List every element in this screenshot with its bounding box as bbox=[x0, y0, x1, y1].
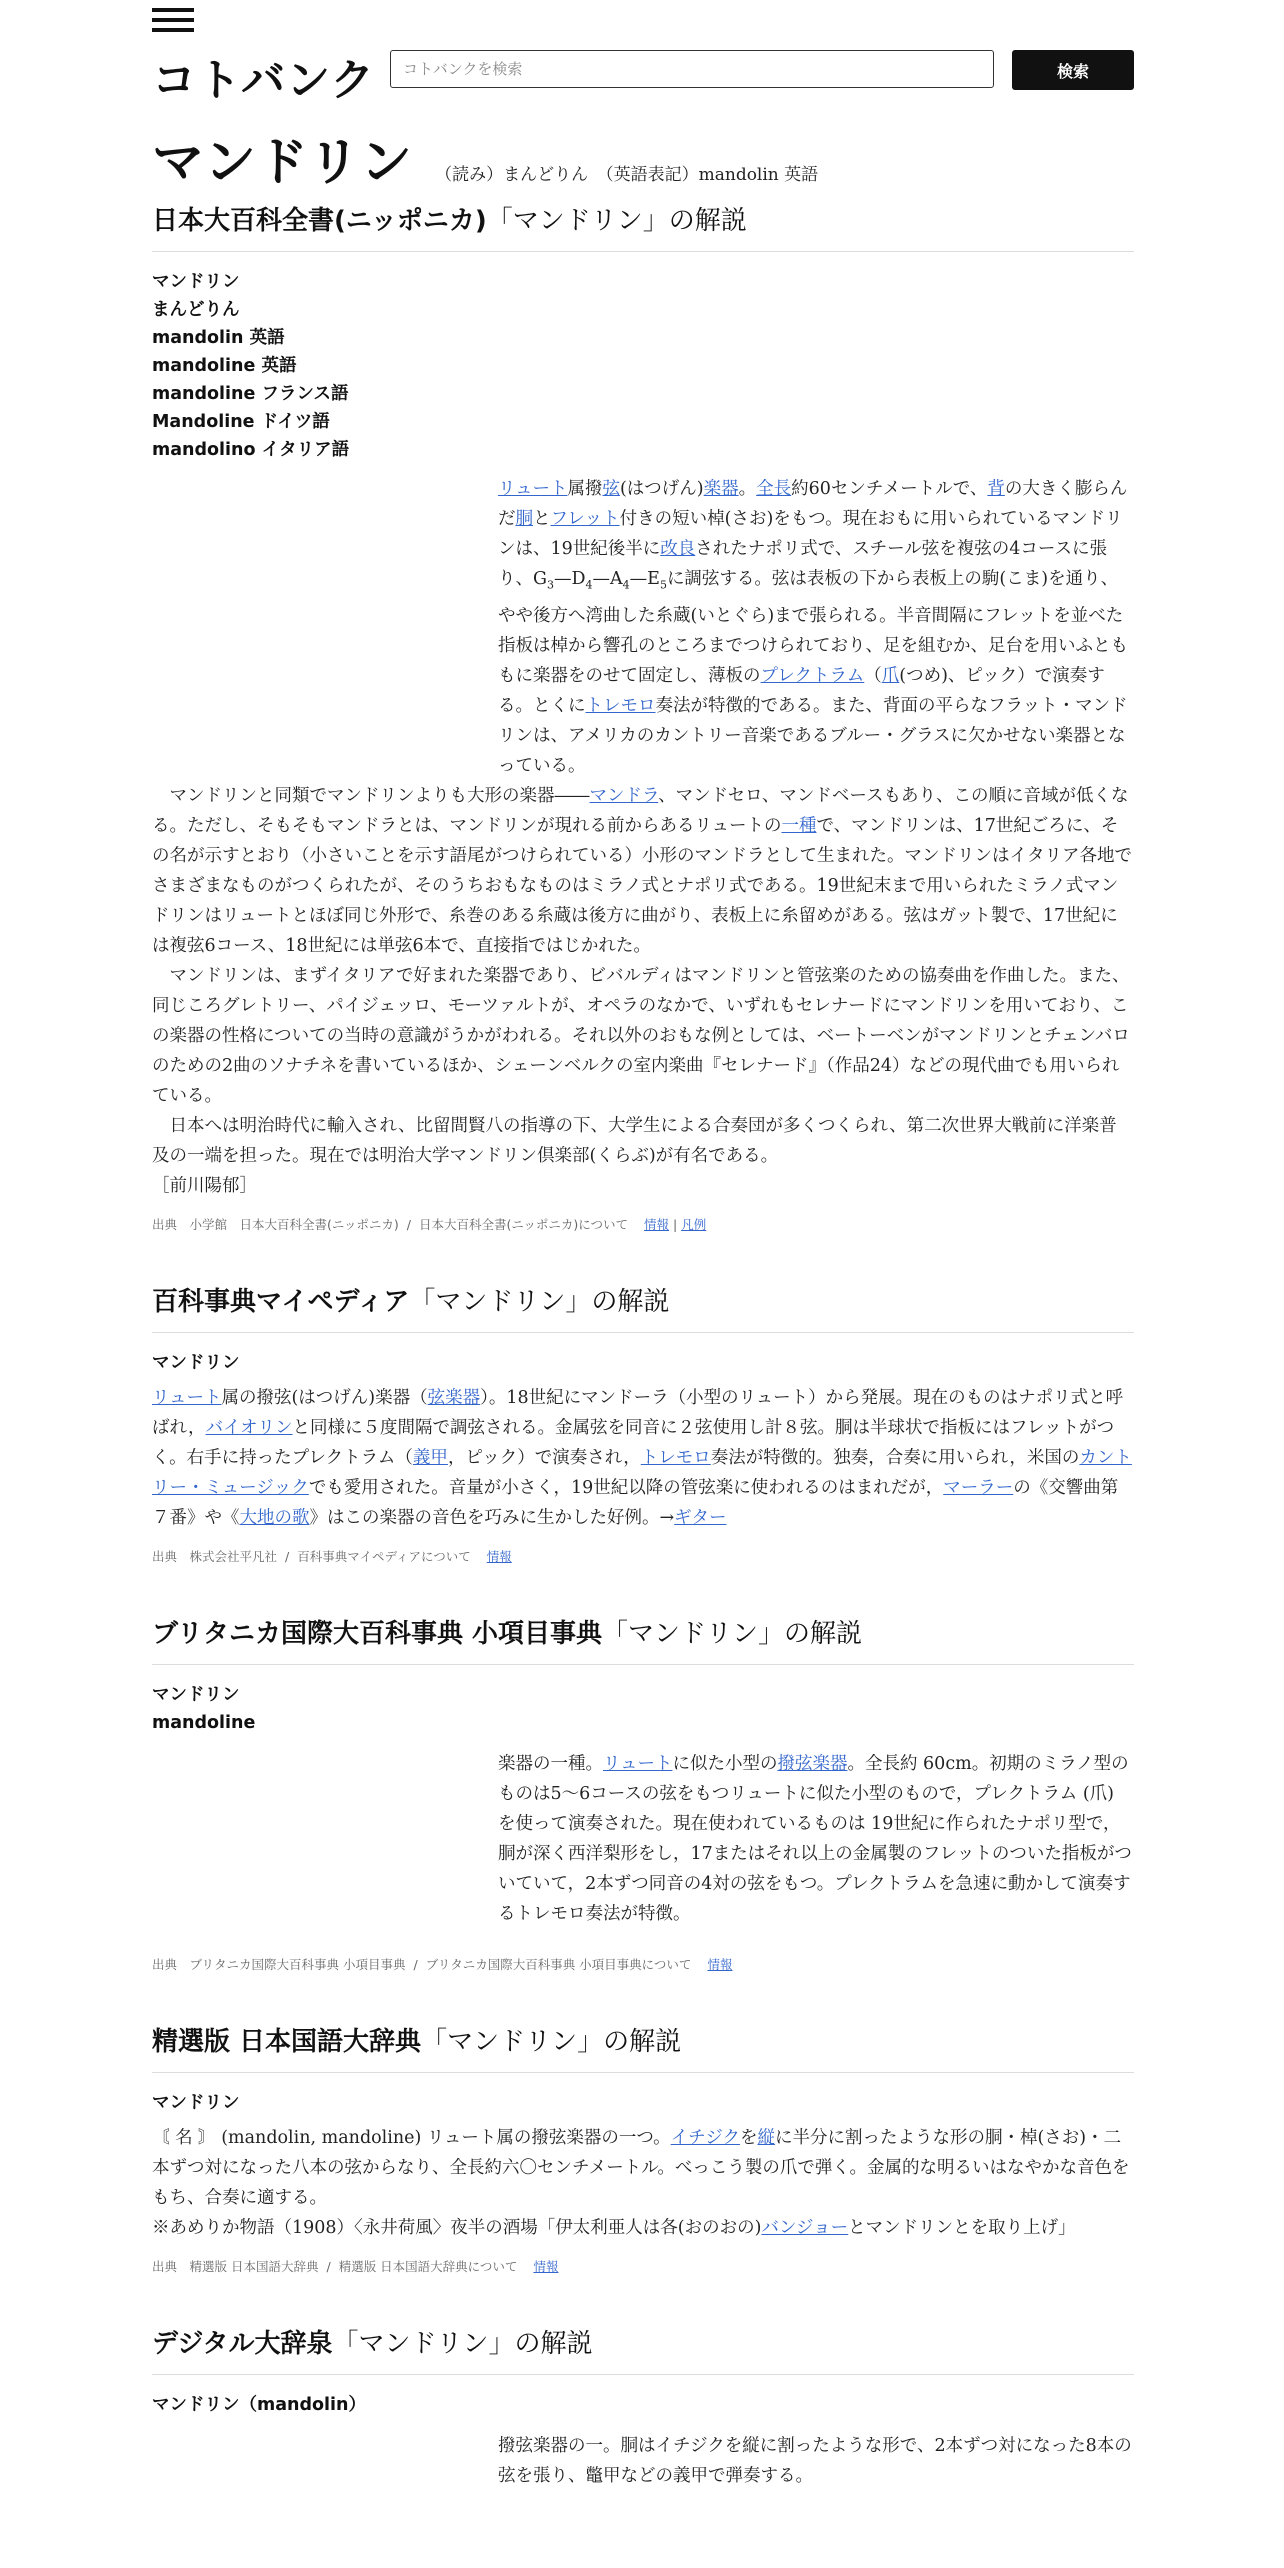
term-list: マンドリン bbox=[152, 1352, 240, 1373]
section-mypedia bbox=[152, 1281, 1134, 1565]
daijisen-paragraph: 撥弦楽器の一。胴はイチジクを縦に割ったような形で、2本ずつ対になった8本の弦を張り、鼈甲などの義甲で弾奏する。 bbox=[498, 2435, 1132, 2486]
term-list: マンドリン（mandolin） bbox=[152, 2394, 367, 2415]
link-giko[interactable]: 義甲 bbox=[412, 1447, 448, 1468]
link-tate[interactable]: 縦 bbox=[757, 2127, 775, 2148]
nipponica-paragraph-1: リュート属撥弦(はつげん)楽器。全長約60センチメートルで、背の大きく膨らんだ胴とフレット付きの短い棹(さお)をもつ。現在おもに用いられているマンドリンは、19世紀後半に改良されたナポリ式で、スチール弦を複弦の4コースに張り、$G_3—D_4—A_4—E_5$に調弦する。弦は表板の下から表板上の駒(こま)を通り、やや後方へ湾曲した糸蔵(いとぐら)まで張られる。半音間隔にフレットを並べた指板は棹から響孔のところまでつけられており、足を組むか、足台を用いふとももに楽器をのせて固定し、薄板のプレクトラム（爪(つめ)、ピック）で演奏する。とくにトレモロ奏法が特徴的である。また、背面の平らなフラット・マンドリンは、アメリカのカントリー音楽であるブルー・グラスに欠かせない楽器となっている。 bbox=[498, 479, 1128, 776]
link-banjo[interactable]: バンジョー bbox=[761, 2217, 849, 2238]
term-list: マンドリン まんどりん mandolin 英語 mandoline 英語 mandoline フランス語 Mandoline ドイツ語 mandolino イタリア語 bbox=[152, 272, 350, 460]
link-tsume[interactable]: 爪 bbox=[881, 665, 900, 686]
section-nipponica bbox=[152, 200, 1134, 1233]
link-isshu[interactable]: 一種 bbox=[781, 815, 817, 836]
term-list: マンドリン bbox=[152, 2092, 240, 2113]
link-do[interactable]: 胴 bbox=[515, 509, 533, 529]
term-list: マンドリン mandoline bbox=[152, 1684, 256, 1733]
menu-icon[interactable] bbox=[152, 8, 194, 32]
link-kairyo[interactable]: 改良 bbox=[660, 539, 696, 559]
section-heading: 百科事典マイペディア「マンドリン」の解説 bbox=[152, 1281, 1134, 1333]
section-britannica bbox=[152, 1613, 1134, 1973]
author: ［前川陽郁］ bbox=[152, 1175, 257, 1196]
link-tremolo[interactable]: トレモロ bbox=[585, 695, 656, 716]
link-gakki[interactable]: 楽器 bbox=[703, 479, 739, 499]
section-heading: 日本大百科全書(ニッポニカ)「マンドリン」の解説 bbox=[152, 200, 1134, 252]
site-logo[interactable]: コトバンク bbox=[152, 55, 376, 106]
reading-info: （読み）まんどりん （英語表記）mandolin 英語 bbox=[435, 165, 819, 185]
section-heading: デジタル大辞泉「マンドリン」の解説 bbox=[152, 2323, 1134, 2375]
link-fret[interactable]: フレット bbox=[550, 509, 620, 529]
section-heading: 精選版 日本国語大辞典「マンドリン」の解説 bbox=[152, 2021, 1134, 2073]
info-link[interactable]: 情報 bbox=[533, 2258, 559, 2274]
link-lute[interactable]: リュート bbox=[603, 1753, 673, 1774]
link-violin[interactable]: バイオリン bbox=[205, 1417, 293, 1438]
nipponica-paragraph-2: マンドリンと同類でマンドリンよりも大形の楽器――マンドラ、マンドセロ、マンドベースもあり、この順に音域が低くなる。ただし、そもそもマンドラとは、マンドリンが現れる前からあるリュートの一種で、マンドリンは、17世紀ごろに、その名が示すとおり（小さいことを示す語尾がつけられている）小形のマンドラとして生まれた。マンドリンはイタリア各地でさまざまなものがつくられたが、そのうちおもなものはミラノ式とナポリ式である。19世紀末まで用いられたミラノ式マンドリンはリュートとほぼ同じ外形で、糸巻のある糸蔵は後方に曲がり、表板上に糸留めがある。弦はガット製で、17世紀には複弦6コース、18世紀には単弦6本で、直接指ではじかれた。 マンドリンは、まずイタリアで好まれた楽器であり、ビバルディはマンドリンと管弦楽のための協奏曲を作曲した。また、同じころグレトリー、パイジェッロ、モーツァルトが、オペラのなかで、いずれもセレナードにマンドリンを用いており、この楽器の性格についての当時の意識がうかがわれる。それ以外のおもな例としては、ベートーベンがマンドリンとチェンバロのための2曲のソナチネを書いているほか、シェーンベルクの室内楽曲『セレナード』（作品24）などの現代曲でも用いられている。 日本へは明治時代に輸入され、比留間賢八の指導の下、大学生による合奏団が多くつくられ、第二次世界大戦前に洋楽普及の一端を担った。現在では明治大学マンドリン倶楽部(くらぶ)が有名である。 ［前川陽郁］ bbox=[152, 781, 1134, 1201]
link-country-music[interactable]: カントリー・ミュージック bbox=[152, 1447, 1132, 1498]
source-line: 出典 小学館 日本大百科全書(ニッポニカ) / 日本大百科全書(ニッポニカ)について 情報 | 凡例 bbox=[152, 1216, 707, 1232]
link-daichi-no-uta[interactable]: 大地の歌 bbox=[239, 1507, 310, 1528]
search-button[interactable]: 検索 bbox=[1012, 50, 1134, 90]
link-se[interactable]: 背 bbox=[987, 479, 1005, 499]
link-mandora[interactable]: マンドラ bbox=[589, 785, 659, 806]
link-gengakki[interactable]: 弦楽器 bbox=[427, 1387, 481, 1408]
link-zencho[interactable]: 全長 bbox=[756, 479, 792, 499]
britannica-paragraph: 楽器の一種。リュートに似た小型の撥弦楽器。全長約 60cm。初期のミラノ型のものは5～6コースの弦をもつリュートに似た小型のもので，プレクトラム (爪) を使って演奏された。現在使われているものは 19世紀に作られたナポリ型で，胴が深く西洋梨形をし，17またはそれ以上の金属製のフレットのついた指板がついていて，2本ずつ同音の4対の弦をもつ。プレクトラムを急速に動かして演奏するトレモロ奏法が特徴。 bbox=[498, 1753, 1132, 1924]
section-daijisen bbox=[152, 2323, 1134, 2491]
link-mahler[interactable]: マーラー bbox=[943, 1477, 1014, 1498]
source-line: 出典 株式会社平凡社 / 百科事典マイペディアについて 情報 bbox=[152, 1548, 512, 1564]
link-tremolo[interactable]: トレモロ bbox=[640, 1447, 711, 1468]
link-gen[interactable]: 弦 bbox=[602, 479, 620, 499]
link-hatsugen-gakki[interactable]: 撥弦楽器 bbox=[777, 1753, 848, 1774]
link-plectrum[interactable]: プレクトラム bbox=[760, 665, 865, 686]
section-heading: ブリタニカ国際大百科事典 小項目事典「マンドリン」の解説 bbox=[152, 1613, 1134, 1665]
info-link[interactable]: 情報 bbox=[707, 1956, 733, 1972]
source-line: 出典 ブリタニカ国際大百科事典 小項目事典 / ブリタニカ国際大百科事典 小項目事典について 情報 bbox=[152, 1956, 733, 1972]
link-lute[interactable]: リュート bbox=[152, 1387, 222, 1408]
page-title: マンドリン bbox=[152, 133, 413, 193]
search-input[interactable] bbox=[390, 50, 994, 88]
section-seisenban bbox=[152, 2021, 1134, 2275]
link-lute[interactable]: リュート bbox=[498, 479, 568, 499]
info-link[interactable]: 情報 bbox=[486, 1548, 512, 1564]
link-guitar[interactable]: ギター bbox=[674, 1507, 727, 1528]
info-link[interactable]: 情報 bbox=[644, 1216, 670, 1232]
source-line: 出典 精選版 日本国語大辞典 / 精選版 日本国語大辞典について 情報 bbox=[152, 2258, 559, 2274]
hanrei-link[interactable]: 凡例 bbox=[681, 1216, 707, 1232]
mypedia-paragraph: リュート属の撥弦(はつげん)楽器（弦楽器）。18世紀にマンドーラ（小型のリュート）から発展。現在のものはナポリ式と呼ばれ，バイオリンと同様に５度間隔で調弦される。金属弦を同音に２弦使用し計８弦。胴は半球状で指板にはフレットがつく。右手に持ったプレクトラム（義甲，ピック）で演奏され，トレモロ奏法が特徴的。独奏，合奏に用いられ，米国のカントリー・ミュージックでも愛用された。音量が小さく，19世紀以降の管弦楽に使われるのはまれだが，マーラーの《交響曲第７番》や《大地の歌》はこの楽器の音色を巧みに生かした好例。→ギター bbox=[152, 1387, 1132, 1528]
link-ichijiku[interactable]: イチジク bbox=[670, 2127, 740, 2148]
seisenban-paragraph: 〘 名 〙 (mandolin, mandoline) リュート属の撥弦楽器の一つ。イチジクを縦に半分に割ったような形の胴・棹(さお)・二本ずつ対になった八本の弦からなり、全長約六〇センチメートル。べっこう製の爪で弾く。金属的な明るいはなやかな音色をもち、合奏に適する。 ※あめりか物語（1908）〈永井荷風〉夜半の酒場「伊太利亜人は各(おのおの)バンジョーとマンドリンとを取り上げ」 bbox=[152, 2127, 1130, 2238]
